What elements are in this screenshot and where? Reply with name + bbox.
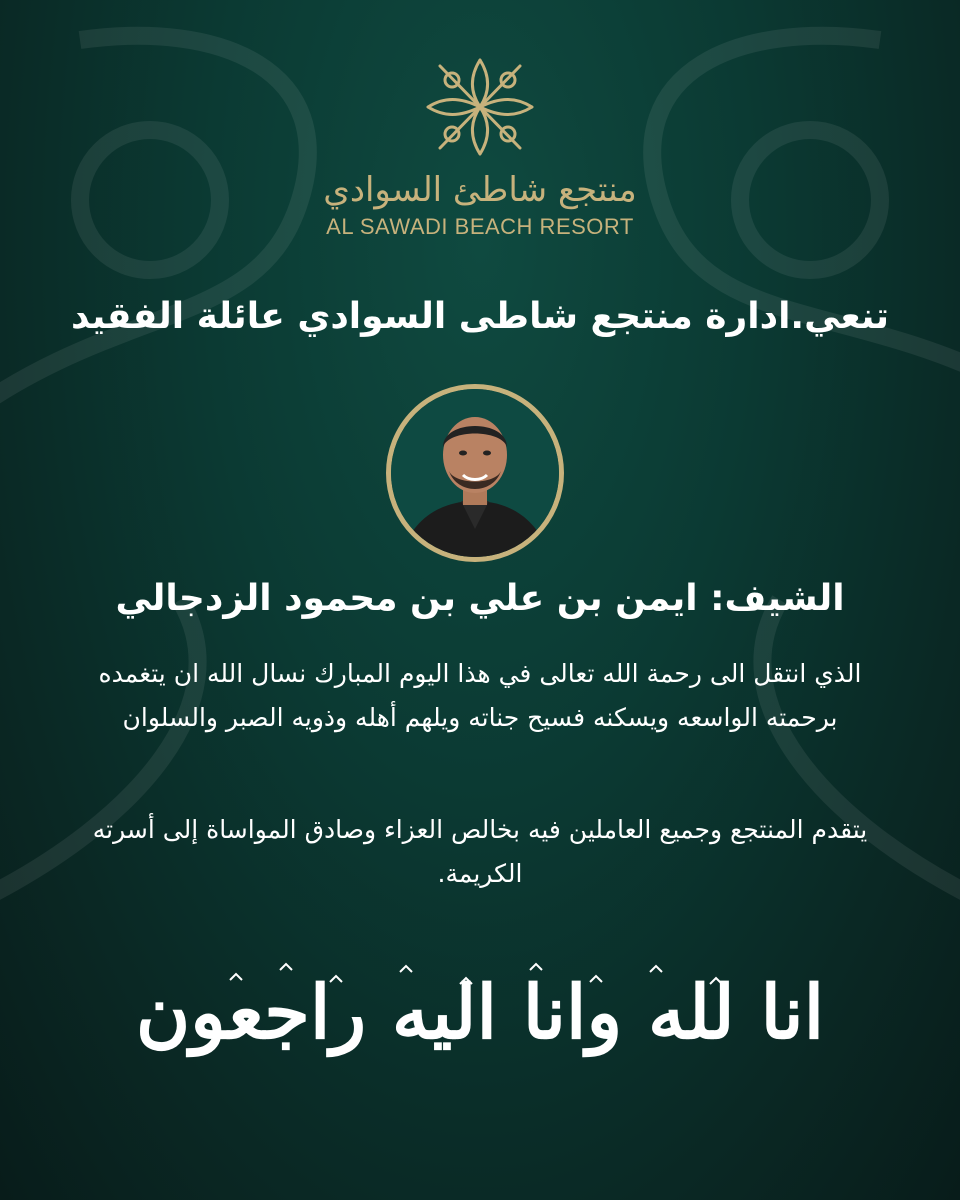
logo-english-name: AL SAWADI BEACH RESORT	[326, 214, 634, 239]
calligraphy-verse: انا لله وانا اليه راجعون	[135, 970, 825, 1056]
headline: تنعي.ادارة منتجع شاطى السوادي عائلة الفقيد	[70, 296, 890, 337]
deceased-name: الشيف: ايمن بن علي بن محمود الزدجالي	[115, 578, 845, 619]
logo-arabic-name: منتجع شاطئ السوادي	[323, 170, 637, 210]
condolence-paragraph-2: يتقدم المنتجع وجميع العاملين فيه بخالص العزاء وصادق المواساة إلى أسرته الكريمة.	[92, 815, 868, 888]
condolence-paragraph-1: الذي انتقل الى رحمة الله تعالى في هذا اليوم المبارك نسال الله ان يتغمده برحمته الواسعه ويسكنه فسيح جناته ويلهم أهله وذويه الصبر والسلوان	[98, 659, 862, 732]
portrait-photo-icon	[391, 389, 559, 557]
floral-cross-emblem-icon	[422, 52, 538, 162]
portrait-photo	[386, 384, 564, 562]
